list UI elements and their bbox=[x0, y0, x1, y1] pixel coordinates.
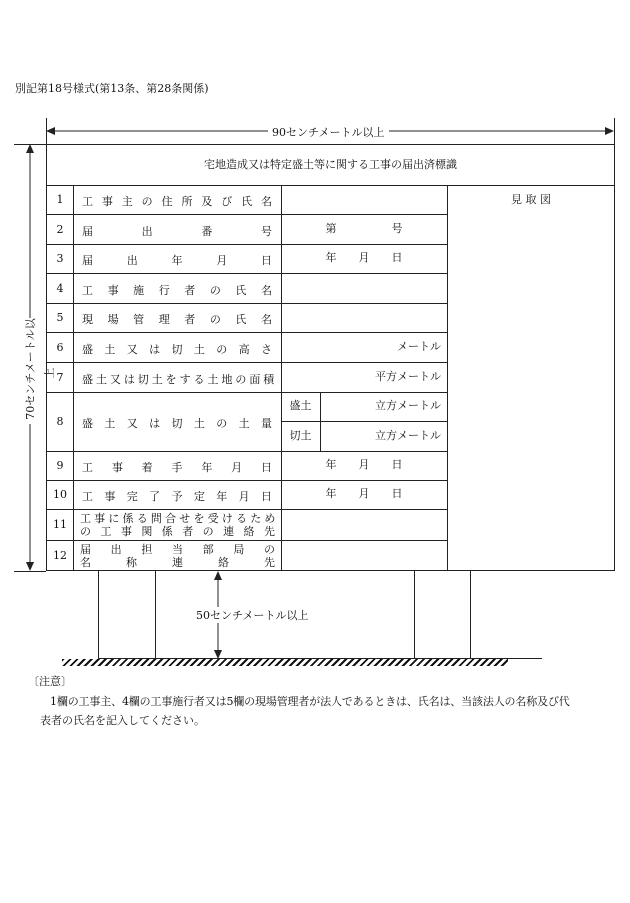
row-label-line2: 名称連絡先 bbox=[80, 556, 275, 569]
row-label: 届出番号 bbox=[82, 225, 272, 238]
sub-value-fill: 立方メートル bbox=[375, 399, 441, 412]
row-line bbox=[46, 244, 447, 245]
support-post bbox=[98, 571, 99, 658]
support-post bbox=[414, 571, 415, 658]
form-header: 別記第18号様式(第13条、第28条関係) bbox=[15, 82, 209, 95]
notes-heading: 〔注意〕 bbox=[28, 675, 72, 688]
row-line bbox=[46, 392, 447, 393]
row-number: 4 bbox=[56, 282, 64, 295]
row-label-line2: の工事関係者の連絡先 bbox=[80, 525, 275, 538]
support-post bbox=[155, 571, 156, 658]
row-number: 3 bbox=[56, 252, 64, 265]
row-label: 盛土又は切土の土量 bbox=[82, 417, 272, 430]
sub-label-fill: 盛土 bbox=[289, 399, 312, 412]
row-number: 7 bbox=[56, 371, 64, 384]
row-label: 工事施行者の氏名 bbox=[82, 284, 272, 297]
notes-line2: 表者の氏名を記入してください。 bbox=[40, 714, 205, 727]
row-value: 第 号 bbox=[325, 222, 403, 235]
row-value: 年 月 日 bbox=[325, 487, 403, 500]
height-label-text: 70センチメートル以上 bbox=[24, 318, 56, 424]
row-line bbox=[46, 332, 447, 333]
row-label: 現場管理者の氏名 bbox=[82, 313, 272, 326]
support-post bbox=[470, 571, 471, 658]
clearance-label: 50センチメートル以上 bbox=[192, 607, 313, 623]
row-value: 平方メートル bbox=[375, 370, 441, 383]
row-line-sub bbox=[281, 421, 447, 422]
row-line bbox=[46, 273, 447, 274]
row-line bbox=[46, 303, 447, 304]
row-value: メートル bbox=[397, 340, 441, 353]
row-label: 工事着手年月日 bbox=[82, 461, 272, 474]
row-label: 工事主の住所及び氏名 bbox=[82, 195, 272, 208]
row-line bbox=[46, 214, 447, 215]
row-line bbox=[46, 480, 447, 481]
row-label-line1: 工事に係る問合せを受けるため bbox=[80, 512, 275, 525]
title-divider bbox=[46, 185, 615, 186]
row-label: 届出年月日 bbox=[82, 254, 272, 267]
width-label: 90センチメートル以上 bbox=[268, 124, 389, 140]
row-number: 12 bbox=[53, 549, 67, 562]
row-number: 2 bbox=[56, 223, 64, 236]
sub-label-cut: 切土 bbox=[289, 429, 312, 442]
row-number: 11 bbox=[53, 518, 67, 531]
row-line bbox=[46, 362, 447, 363]
row-label: 盛土又は切土をする土地の面積 bbox=[82, 373, 274, 386]
row-value: 年 月 日 bbox=[325, 251, 403, 264]
row-number: 5 bbox=[56, 311, 64, 324]
row-line bbox=[46, 540, 447, 541]
row-number: 9 bbox=[56, 459, 64, 472]
row-number: 6 bbox=[56, 341, 64, 354]
row-label-line1: 届出担当部局の bbox=[80, 543, 275, 556]
sign-title: 宅地造成又は特定盛土等に関する工事の届出済標識 bbox=[204, 158, 457, 171]
row-value: 年 月 日 bbox=[325, 458, 403, 471]
sub-value-cut: 立方メートル bbox=[375, 429, 441, 442]
row-number: 1 bbox=[56, 193, 64, 206]
row-line bbox=[46, 451, 447, 452]
col-map-divider bbox=[447, 185, 448, 571]
row-label: 盛土又は切土の高さ bbox=[82, 343, 272, 356]
map-label: 見 取 図 bbox=[511, 193, 551, 206]
row-number: 10 bbox=[53, 488, 67, 501]
row-number: 8 bbox=[56, 415, 64, 428]
ground-hatch bbox=[62, 659, 508, 666]
row-line bbox=[46, 509, 447, 510]
notes-line1: 1欄の工事主、4欄の工事施行者又は5欄の現場管理者が法人であるときは、氏名は、当該法人の名称及び代 bbox=[50, 695, 570, 708]
row-label: 工事完了予定年月日 bbox=[82, 490, 272, 503]
